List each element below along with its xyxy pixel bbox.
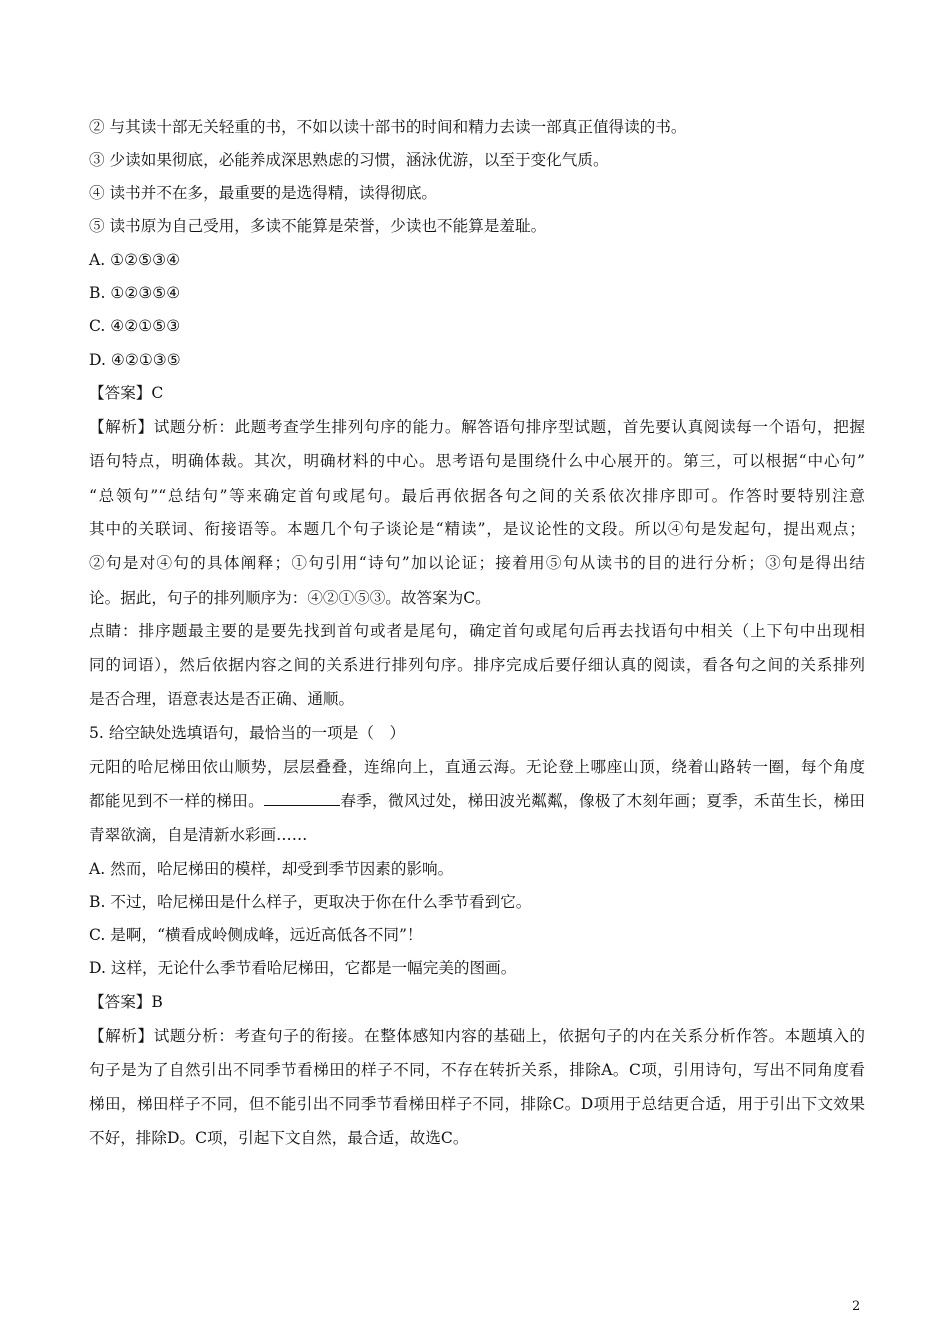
q5-option-c: C. 是啊，“横看成岭侧成峰，远近高低各不同”！ (89, 926, 423, 944)
sentence-2: ② 与其读十部无关轻重的书，不如以读十部书的时间和精力去读一部真正值得读的书。 (89, 118, 687, 136)
option-c: C. ④②①⑤③ (89, 317, 181, 335)
sentence-4: ④ 读书并不在多，最重要的是选得精，读得彻底。 (89, 184, 438, 202)
analysis-line: 【解析】试题分析：此题考查学生排列句序的能力。解答语句排序型试题，首先要认真阅读每一个语句，把握 (89, 418, 865, 436)
q5-option-d: D. 这样，无论什么季节看哈尼梯田，它都是一幅完美的图画。 (89, 959, 517, 977)
analysis-line: 语句特点，明确体裁。其次，明确材料的中心。思考语句是围绕什么中心展开的。第三，可以根据“中心句” (89, 452, 865, 470)
analysis-line: 其中的关联词、衔接语等。本题几个句子谈论是“精读”，是议论性的文段。所以④句是发起句，提出观点； (89, 520, 865, 538)
analysis-line: “总领句”“总结句”等来确定首句或尾句。最后再依据各句之间的关系依次排序即可。作答时要特别注意 (89, 487, 865, 505)
q5-option-a: A. 然而，哈尼梯田的模样，却受到季节因素的影响。 (89, 860, 454, 878)
tip-line: 同的词语），然后依据内容之间的关系进行排列句序。排序完成后要仔细认真的阅读，看各句之间的关系排列 (89, 656, 865, 674)
sentence-5: ⑤ 读书原为自己受用，多读不能算是荣誉，少读也不能算是羞耻。 (89, 217, 547, 235)
option-a: A. ①②⑤③④ (89, 251, 181, 269)
tip-line: 点睛：排序题最主要的是要先找到首句或者是尾句，确定首句或尾句后再去找语句中相关（上下句中出现相 (89, 622, 865, 640)
passage-line: 青翠欲滴，自是清新水彩画…… (89, 826, 308, 844)
question-5-title: 5. 给空缺处选填语句，最恰当的一项是（ ） (89, 724, 406, 742)
analysis-line: ②句是对④句的具体阐释；①句引用“诗句”加以论证；接着用⑤句从读书的目的进行分析；③句是得出结 (89, 554, 865, 572)
answer-label: 【答案】C (89, 384, 164, 402)
analysis-line: 论。据此，句子的排列顺序为：④②①⑤③。故答案为C。 (89, 589, 491, 607)
analysis-line: 不好，排除D。C项，引起下文自然，最合适，故选C。 (89, 1129, 469, 1147)
tip-line: 是否合理，语意表达是否正确、通顺。 (89, 690, 355, 708)
option-b: B. ①②③⑤④ (89, 284, 181, 302)
passage-line-with-blank (89, 791, 865, 811)
q5-option-b: B. 不过，哈尼梯田是什么样子，更取决于你在什么季节看到它。 (89, 893, 532, 911)
fill-blank (264, 791, 340, 806)
sentence-3: ③ 少读如果彻底，必能养成深思熟虑的习惯，涵泳优游，以至于变化气质。 (89, 151, 609, 169)
analysis-line: 梯田，梯田样子不同，但不能引出不同季节看梯田样子不同，排除C。D项用于总结更合适，用于引出下文效果 (89, 1095, 865, 1113)
passage-line: 元阳的哈尼梯田依山顺势，层层叠叠，连绵向上，直通云海。无论登上哪座山顶，绕着山路转一圈，每个角度 (89, 758, 865, 776)
analysis-line: 句子是为了自然引出不同季节看梯田的样子不同，不存在转折关系，排除A。C项，引用诗句，写出不同角度看 (89, 1061, 865, 1079)
passage-text-after: 春季，微风过处，梯田波光粼粼，像极了木刻年画；夏季，禾苗生长，梯田 (340, 792, 865, 810)
passage-text-before: 都能见到不一样的梯田。 (89, 792, 264, 810)
analysis-line: 【解析】试题分析：考查句子的衔接。在整体感知内容的基础上，依据句子的内在关系分析作答。本题填入的 (89, 1027, 865, 1045)
answer-label: 【答案】B (89, 993, 163, 1011)
option-d: D. ④②①③⑤ (89, 351, 181, 369)
page-number: 2 (852, 1299, 861, 1314)
